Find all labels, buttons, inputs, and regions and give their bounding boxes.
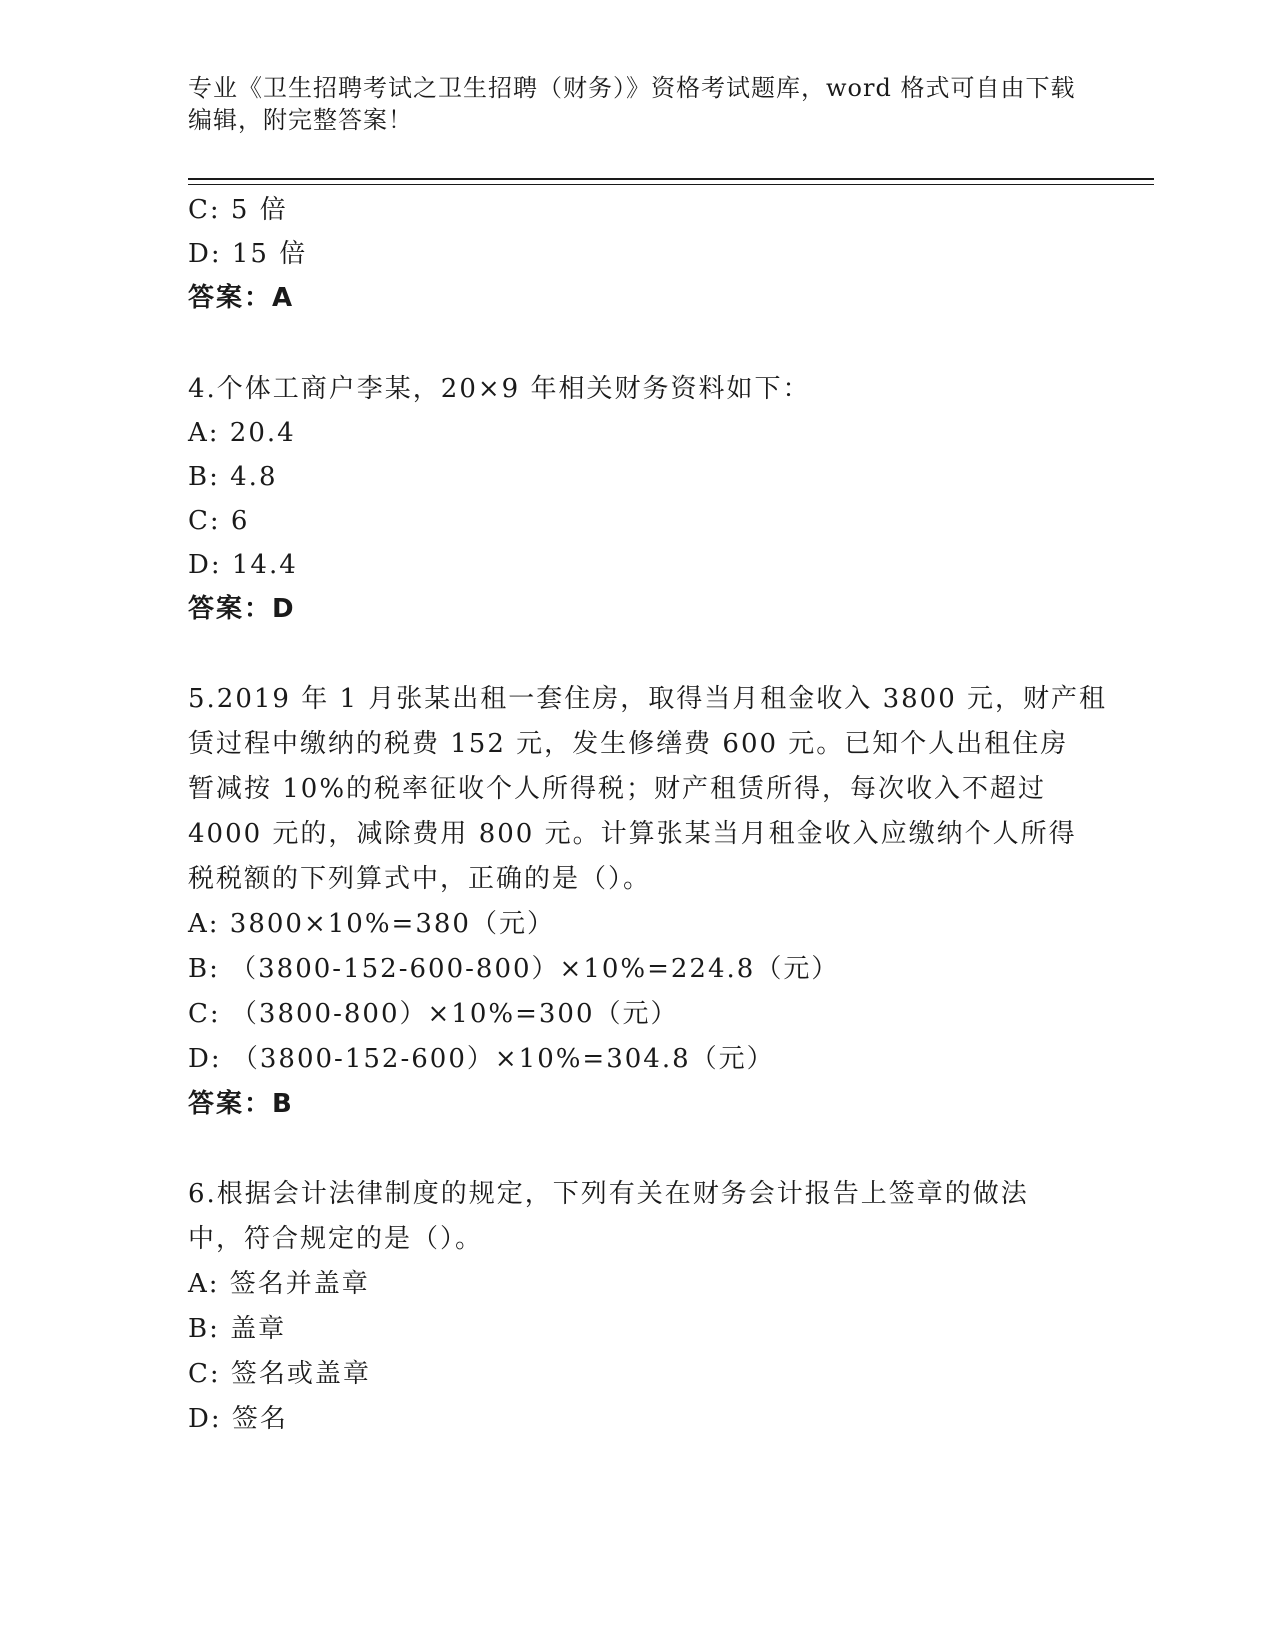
document-header [188,72,1088,136]
header-rule-thick [188,178,1154,180]
q3-option-d: D: 15 倍 [188,239,308,269]
q6-option-c: C: 签名或盖章 [188,1359,371,1389]
q5-stem-line-2: 赁过程中缴纳的税费 152 元，发生修缮费 600 元。已知个人出租住房 [188,729,1069,759]
q5-option-a: A: 3800×10%=380（元） [188,909,555,939]
q3-answer: 答案：A [188,283,295,313]
header-rule-thin [188,184,1154,185]
q5-answer: 答案：B [188,1089,294,1119]
q6-stem-line-1: 6.根据会计法律制度的规定，下列有关在财务会计报告上签章的做法 [188,1179,1029,1209]
q4-option-d: D: 14.4 [188,550,298,580]
q6-stem-line-2: 中，符合规定的是（）。 [188,1224,484,1254]
header-line-2: 编辑，附完整答案！ [188,106,413,134]
q4-option-a: A: 20.4 [188,418,296,448]
q5-stem-line-5: 税税额的下列算式中，正确的是（）。 [188,864,652,894]
q4-option-c: C: 6 [188,506,250,536]
q5-option-d: D: （3800-152-600）×10%=304.8（元） [188,1044,775,1074]
header-line-1: 专业《卫生招聘考试之卫生招聘（财务）》资格考试题库，word 格式可自由下载 [188,74,1076,102]
q5-stem-line-4: 4000 元的，减除费用 800 元。计算张某当月租金收入应缴纳个人所得 [188,819,1077,849]
q4-option-b: B: 4.8 [188,462,278,492]
q5-stem-line-1: 5.2019 年 1 月张某出租一套住房，取得当月租金收入 3800 元，财产租 [188,684,1108,714]
q5-option-b: B: （3800-152-600-800）×10%=224.8（元） [188,954,840,984]
q5-stem-line-3: 暂减按 10%的税率征收个人所得税；财产租赁所得，每次收入不超过 [188,774,1047,804]
q6-option-a: A: 签名并盖章 [188,1269,370,1299]
q6-option-d: D: 签名 [188,1404,288,1434]
q5-option-c: C: （3800-800）×10%=300（元） [188,999,679,1029]
q6-option-b: B: 盖章 [188,1314,287,1344]
q3-option-c: C: 5 倍 [188,195,288,225]
q4-stem: 4.个体工商户李某，20×9 年相关财务资料如下： [188,374,811,404]
q4-answer: 答案：D [188,594,296,624]
